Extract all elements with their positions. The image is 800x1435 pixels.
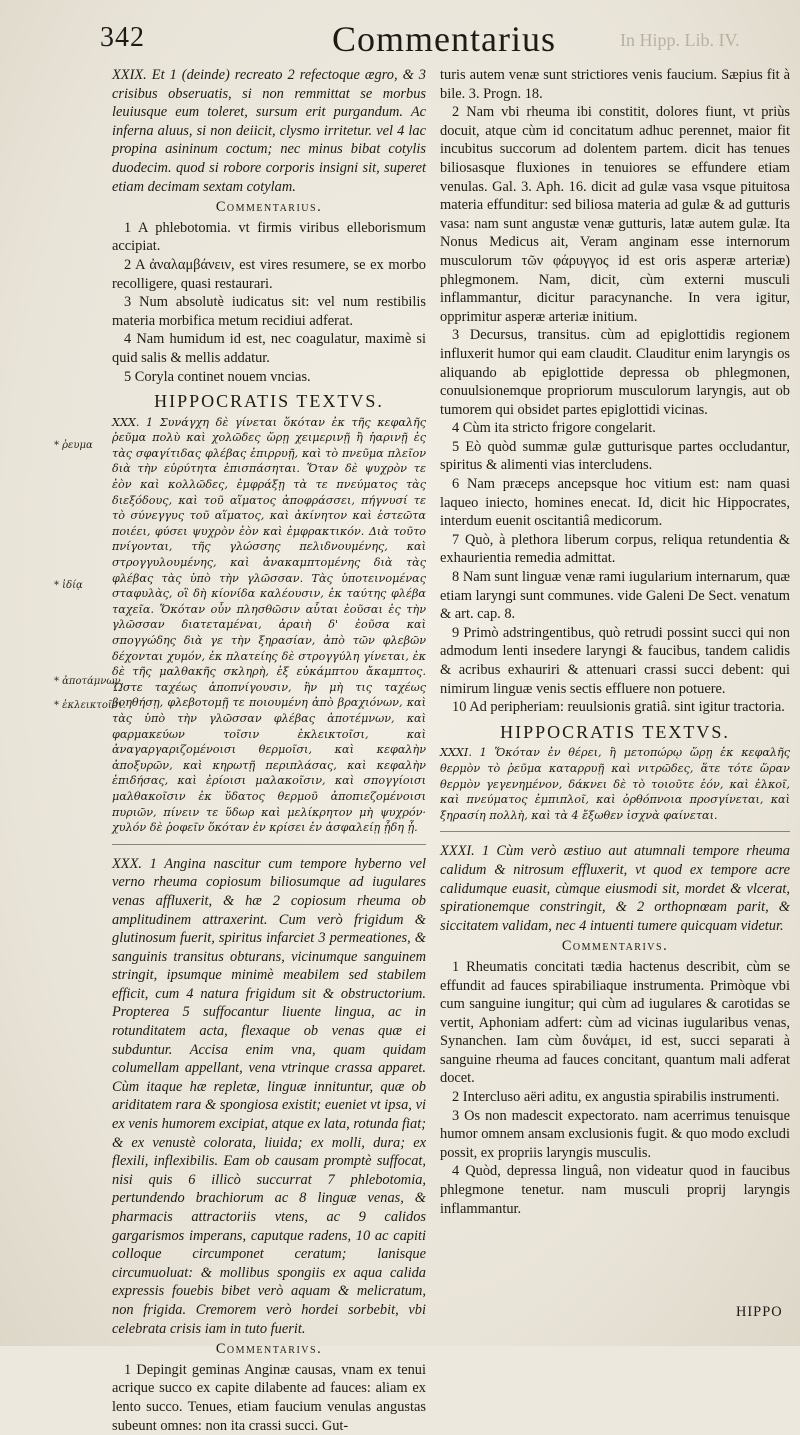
commentary-note: 7 Quò, à plethora liberum corpus, reliqua retundentia & exhaurientia remedia admittat.: [440, 531, 790, 567]
section-heading: HIPPOCRATIS TEXTVS.: [500, 721, 730, 742]
section-heading: HIPPOCRATIS TEXTVS.: [154, 391, 384, 412]
catchword: HIPPO: [736, 1304, 783, 1320]
commentary-note: 4 Cùm ita stricto frigore congelarit.: [452, 420, 656, 437]
greek-text-xxx: XXX. 1 Συνάγχη δὲ γίνεται ὅκόταν ἐκ τῆς κεφαλῆς ῥεῦμα πολὺ καὶ χολῶδες ὥρῃ χειμερινῇ ἢ ἠαρινῇ ἐς τὰς σφαγίτιδας φλέβας ἐπιρρυῇ, καὶ τὸ πνεῦμα πλεῖον διὰ τὴν εὐρύτητα ἐπισπάσηται. Ὅταν δὲ ψυχρὸν τε ἐὸν καὶ κολλῶδες, ἐμφράξῃ τὰ τε πνεύματος τὰς διεξόδους, καὶ τοῦ αἵματος ἀποφράσσει, πήγνυσί τε τὸ σύνεγγυς τοῦ αἵματος, καὶ ἀκίνητον καὶ ἑστεῶτα ποιέει, φύσει ψυχρὸν ἐὸν καὶ ἐμφρακτικόν. Διὰ τοῦτο πνίγονται, τῆς γλώσσης πελιδνουμένης, καὶ στρογγυλουμένης, καὶ ἀνακαμπτομένης διὰ τὰς φλέβας τὰς ὑπὸ τὴν γλῶσσαν. Τὰς ὑποτεινομένας σταφυλὰς, οἳ δὴ κίονίδα καλέουσιν, ἐκ ταύτης φλέβα ταχεῖα. Ὅκόταν οὖν πλησθῶσιν αὗται ἐοῦσαι ἐς τὴν γλῶσσαν διατεταμέναι, ἀραιὴ δ' ἐοῦσα καὶ σπογγώδης διὰ γε τὴν ξηρασίαν, ἀπὸ τῶν φλεβῶν δέχονται χυμόν, ἐκ πλατείης δὲ στρογγύλη γίνεται, ἐκ δὲ τῆς μαλθακῆς σκληρὴ, ἐξ εὐκάμπτου ἄκαμπτος. Ὥστε ταχέως ἀποπνίγουσιν, ἢν μὴ τις ταχέως βοηθήσῃ, φλεβοτομῇ τε ποιουμένη ἀπὸ βραχιόνων, καὶ τὰς ὑπὸ τὴν γλῶσσαν φλέβας ἀποτέμνων, καὶ φαρμακεύων τοῖσιν ἐκλεικτοῖσι, καὶ ἀναγαργαριζομένοισι θερμοῖσι, καὶ κεφαλὴν ἀποξυρῶν, καὶ κηρωτῇ περιπλάσας, καὶ κεφαλὴν ἐπιδήσας, καὶ ἐρίοισι μαλακοῖσιν, καὶ σπογγίοισι μαλθακοῖσιν ἐκ ὕδατος θερμοῦ ἀποπιεζομένοισι πυριῶν, πίνειν τε ὕδωρ καὶ μελίκρητον μὴ ψυχρόν· χυλόν δὲ ῥοφεῖν ὅκόταν ἐν κρίσει ἐν ἀσφαλείῃ ᾖδη ᾖ.: [112, 415, 426, 835]
commentary-note: 1 Rheumatis concitati tædia hactenus describit, cùm se effundit ad fauces spirabiliaque instrumenta. Primòque vbi cum sanguine iungitur; qui cùm ad iugulares & carotidas se vertit, Aphoniam adfert: cùm ad vicinas iugularibus venas, Synanchen. Iam cùm δυνάμει, id est, succi separati à sanguine rheuma ad fauces concitant, quantum mali adferat docet.: [440, 958, 790, 1087]
margin-note: * ῥευμα: [54, 440, 93, 451]
left-column: [112, 66, 426, 1435]
latin-text-xxix: XXIX. Et 1 (deinde) recreato 2 refectoque ægro, & 3 crisibus obseruatis, si non remmittat se morbus leuiusque eum toleret, sursum erit purgandum. Ac inferna aluus, si non deiicit, clysmo irritetur. vel 4 lac propina asininum coctum; nec minus bibat cotylis duodecim. quod si robore corporis insigni sit, superet etiam decimam sextam cotylam.: [112, 67, 426, 195]
commentary-note: 6 Nam præceps ancepsque hoc vitium est: nam quasi laqueo iniecto, homines enecat. Id, dicit hic Hippocrates, interdum euenit oscitantiâ medicorum.: [440, 476, 790, 530]
commentary-note: 4 Nam humidum id est, nec coagulatur, maximè si quid salis & mellis addatur.: [112, 331, 426, 366]
commentary-note: 1 A phlebotomia. vt firmis viribus elleborismum accipiat.: [112, 219, 426, 255]
commentary-note: 2 A ἀναλαμβάνειν, est vires resumere, se ex morbo recolligere, quasi restaurari.: [112, 256, 426, 292]
commentary-note: 2 Interclusо aëri aditu, ex angustia spirabilis instrumenti.: [452, 1089, 780, 1106]
commentary-note: 3 Decursus, transitus. cùm ad epiglottidis regionem influxerit humor qui eam claudit. Clauditur enim laryngis os aliquando ab epiglottide depressa ob phlegmonen, conuulsionemque propriorum musculorum laryngis, aut ob tumorem qui obsidet partes epiglottidi vicinas.: [440, 327, 790, 418]
commentary-note: 3 Os non madescit expectorato. nam acerrimus tenuisque humor omnem ansam exclusionis fugit. & quo modo excludi possit, ex propriis laryngis musculis.: [440, 1107, 790, 1161]
page-header: [100, 18, 790, 64]
section-divider: [440, 831, 790, 832]
commentary-note: 10 Ad peripheriam: reuulsionis gratiâ. sint igitur tractoria.: [452, 699, 785, 716]
commentary-note: 5 Corylа continet nouem vncias.: [124, 368, 311, 385]
latin-text-xxx: XXX. 1 Angina nascitur cum tempore hyberno vel verno rheuma copiosum biliosumque ad iugulares venas affluxerit, & hæ 2 copiosum rheuma ob amplitudinem attraxerint. Cum verò frigidum & glutinosum fuerit, spiritus infarciet 3 permeationes, & sanguinis transitus obturans, vicinumque sanguinem stringit, ipsumque minimè meabilem sed stabilem efficit, cum 4 natura frigidum sit & obstructorium. Propterea 5 suffocantur liuente lingua, ac in rotunditatem acta, flexaque ob venas quæ ei subduntur. Accisa enim vna, quam quidam columellam appellant, vena vtrinque crassa apparet. Cùm itaque hæ repletæ, linguæ innituntur, quæ ob ariditatem rara & spongiosa existit; eueniet vt ipsa, vi ex venis humorem excipiat, atque ex lata, rotunda fiat; & ex venustè colorata, liuida; ex molli, dura; ex flexili, inflexibilis. Eam ob causam promptè suffocat, nisi quis 6 illicò succurrat 7 phlebotomia, pertundendo brachiorum ac 8 linguæ venas, & pharmacis attractoriis vtens, ac 9 calidos gargarismos imperans, caputque radens, 10 ac capiti colloque circumponet ceratum; lanisque circumuoluat: & mollibus spongiis ex aqua calida expressis fouebis bibet verò aquam & melicratum, non frigida. Cremorem verò hordei sorbebit, vbi celebrata crisis iam in tuto fuerit.: [112, 855, 426, 1337]
commentary-heading: Commentarivs.: [215, 1341, 323, 1358]
commentary-note: 8 Nam sunt linguæ venæ rami iugularium internarum, quæ etiam laryngi sunt communes. vide Galeni De Sect. venatum & art. cap. 8.: [440, 569, 790, 623]
commentary-continuation: turis autem venæ sunt strictiores venis faucium. Sæpius fit à bile. 3. Progn. 18.: [440, 67, 790, 102]
commentary-note: 1 Depingit geminas Anginæ causas, vnam ex tenui acrique succo ex capite dilabente ad fauces: aliam ex lento succo. Tenues, etiam faucium venulas angustas subeunt omnes: non ita crassi succi. Gut-: [112, 1361, 426, 1434]
commentary-note: 2 Nam vbi rheuma ibi constitit, dolores fiunt, vt priùs docuit, atque cùm id concitatum adhuc perennet, maior fit incubitus succorum ad dolentem partem. dicit has tenues biliosasque fluxiones in tenuiores se effundere etiam venulas. Gal. 3. Aph. 16. dicit ad gulæ vasa vsque pituitosa materia effunditur: sed biliosa materia ad gulæ & ad gutturis vasa: nam sunt angustæ venæ gutturis, latæ autem gulæ. Ita Nonus Medicus ait, Veram anginam esse internorum musculorum τῶν φάρυγγος id est oris asperæ arteriæ) phlegmonem. Nam, dicit, cùm externi musculi inflammantur, dicitur paracynanche. In vera igitur, opprimitur asperæ arteriæ initium.: [440, 104, 790, 325]
commentary-heading: Commentarivs.: [561, 938, 669, 955]
latin-text-xxxi: XXXI. 1 Cùm verò æstiuo aut atumnali tempore rheuma calidum & nitrosum effluxerit, vt quod ex tempore acre calidumque euasit, cùmque eiusmodi sit, mordet & vlcerat, spirationemque constringit, & 2 orthopnœam parit, & siccitatem validam, nec 4 intuenti tumere quicquam videtur.: [440, 843, 790, 934]
commentary-note: 9 Primò adstringentibus, quò retrudi possint succi qui non admodum lenti insedere laryngi & faucibus, tandem calidis & acribus exhauriri & attenuari crassi succi debent: qui nimirum linguæ venis sectis effluere non potuere.: [440, 624, 790, 697]
right-column: [440, 66, 790, 1218]
section-divider: [112, 844, 426, 845]
commentary-note: 3 Num absolutè iudicatus sit: vel num restibilis materia morbifica metum recidiui adferat.: [112, 294, 426, 329]
bleed-through-text: In Hipp. Lib. IV.: [620, 30, 740, 50]
margin-note: * ἰδίᾳ: [54, 580, 83, 591]
margin-note: * ἐκλεικτοῖσι.: [54, 700, 126, 711]
page-number: 342: [100, 22, 145, 53]
commentary-note: 5 Eò quòd summæ gulæ gutturisque partes occludantur, spiritus & alimenti vias intercludens.: [440, 438, 790, 474]
margin-note: * ἀποτάμνων,: [54, 676, 124, 687]
greek-text-xxxi: XXXI. 1 Ὅκόταν ἐν θέρει, ἢ μετοπώρῳ ὥρῃ ἐκ κεφαλῆς θερμὸν τὸ ῥεῦμα καταρρυῇ καὶ νιτρῶδες, ἅτε τότε ὥραν θερμὸν γεγενημένον, δάκνει δὲ τὸ τοιοῦτε ἐόν, καὶ ἑλκοῖ, καὶ πνεύματος ἐμπιπλοῖ, καὶ ὀρθόπνοια προσγίνεται, καὶ ξηρασίη πολλὴ, καὶ τὰ 4 ἔξωθεν ἰσχνὰ φαίνεται.: [440, 746, 790, 822]
running-head: Commentarius: [332, 19, 556, 59]
commentary-heading: Commentarius.: [215, 199, 323, 216]
commentary-note: 4 Quòd, depressa linguâ, non videatur quod in faucibus phlegmone tenetur. nam musculi proprij laryngis inflammantur.: [440, 1163, 790, 1217]
